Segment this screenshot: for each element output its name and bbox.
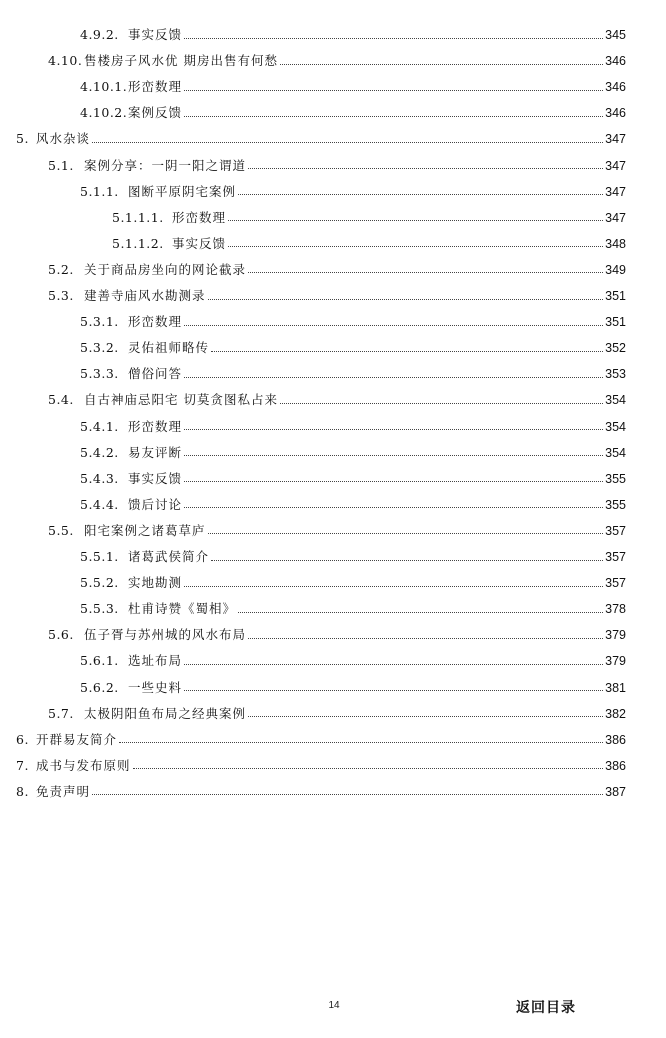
dot-leader bbox=[280, 50, 603, 65]
dot-leader bbox=[184, 572, 603, 587]
toc-entry-title: 建善寺庙风水勘测录 bbox=[84, 288, 206, 303]
dot-leader bbox=[184, 676, 603, 691]
dot-leader bbox=[184, 441, 603, 456]
dot-leader bbox=[133, 754, 604, 769]
dot-leader bbox=[184, 650, 603, 665]
toc-entry-number: 8. bbox=[16, 783, 29, 799]
toc-entry-title: 案例反馈 bbox=[128, 105, 183, 121]
toc-entry[interactable] bbox=[80, 22, 626, 48]
toc-entry[interactable] bbox=[16, 126, 626, 152]
toc-entry-title: 诸葛武侯简介 bbox=[128, 549, 210, 564]
toc-entry[interactable] bbox=[48, 701, 626, 727]
toc-entry-number: 5.4.3. bbox=[80, 470, 119, 486]
toc-entry-title: 易友评断 bbox=[128, 444, 183, 460]
toc-entry-number: 5.5.1. bbox=[80, 549, 119, 564]
toc-entry-page: 347 bbox=[605, 210, 626, 225]
toc-entry-title: 图断平原阴宅案例 bbox=[128, 183, 237, 199]
toc-entry-number: 4.9.2. bbox=[80, 27, 119, 42]
toc-entry[interactable] bbox=[48, 48, 626, 74]
toc-entry-title: 形峦数理 bbox=[128, 418, 183, 434]
toc-entry-number: 5.3.2. bbox=[80, 340, 119, 356]
toc-entry[interactable] bbox=[16, 753, 626, 779]
toc-entry-title: 灵佑祖师略传 bbox=[128, 340, 210, 356]
dot-leader bbox=[184, 363, 603, 378]
toc-entry[interactable] bbox=[80, 74, 626, 100]
toc-entry[interactable] bbox=[112, 205, 626, 231]
toc-entry[interactable] bbox=[112, 231, 626, 257]
toc-entry-page: 357 bbox=[605, 523, 626, 538]
toc-entry-number: 5.6.2. bbox=[80, 679, 119, 695]
toc-entry-page: 347 bbox=[605, 132, 626, 147]
toc-entry-page: 386 bbox=[605, 758, 626, 773]
toc-entry-number: 5.7. bbox=[48, 705, 74, 721]
dot-leader bbox=[208, 285, 604, 300]
toc-entry-title: 形峦数理 bbox=[128, 79, 183, 95]
dot-leader bbox=[92, 780, 603, 795]
dot-leader bbox=[211, 546, 603, 561]
dot-leader bbox=[184, 467, 603, 482]
dot-leader bbox=[184, 415, 603, 430]
toc-entry[interactable] bbox=[48, 387, 626, 413]
toc-entry[interactable] bbox=[48, 518, 626, 544]
toc-entry[interactable] bbox=[80, 675, 626, 701]
toc-entry-title: 阳宅案例之诸葛草庐 bbox=[84, 522, 206, 538]
toc-entry-page: 346 bbox=[605, 80, 626, 95]
toc-entry-number: 5. bbox=[16, 131, 29, 147]
toc-entry[interactable] bbox=[80, 544, 626, 570]
toc-entry-number: 5.4.1. bbox=[80, 418, 119, 434]
toc-entry-number: 5.4.2. bbox=[80, 444, 119, 460]
toc-entry-number: 5.1.1. bbox=[80, 183, 119, 199]
toc-entry-title: 一些史料 bbox=[128, 679, 183, 695]
toc-entry-title: 成书与发布原则 bbox=[36, 757, 131, 773]
toc-entry-number: 7. bbox=[16, 757, 29, 773]
toc-entry-page: 346 bbox=[605, 54, 626, 69]
toc-entry-number: 4.10. bbox=[48, 53, 83, 69]
dot-leader bbox=[184, 76, 603, 91]
toc-entry-number: 5.1. bbox=[48, 157, 74, 173]
dot-leader bbox=[248, 624, 603, 639]
toc-entry[interactable] bbox=[80, 414, 626, 440]
toc-entry-page: 355 bbox=[605, 471, 626, 486]
toc-entry-page: 354 bbox=[605, 419, 626, 434]
dot-leader bbox=[208, 519, 604, 534]
toc-entry-number: 5.1.1.2. bbox=[112, 235, 164, 251]
toc-entry-page: 355 bbox=[605, 497, 626, 512]
toc-entry-title: 事实反馈 bbox=[128, 27, 183, 42]
toc-entry-title: 事实反馈 bbox=[128, 470, 183, 486]
toc-entry-title: 选址布局 bbox=[128, 653, 183, 669]
toc-entry-page: 354 bbox=[605, 445, 626, 460]
toc-entry[interactable] bbox=[48, 257, 626, 283]
toc-entry-number: 5.6.1. bbox=[80, 653, 119, 669]
toc-entry-page: 351 bbox=[605, 289, 626, 303]
toc-entry-number: 4.10.1. bbox=[80, 79, 128, 95]
toc-entry[interactable] bbox=[80, 100, 626, 126]
toc-entry-title: 形峦数理 bbox=[128, 314, 183, 330]
toc-entry-number: 5.4.4. bbox=[80, 496, 119, 512]
toc-entry-title: 免责声明 bbox=[36, 783, 91, 799]
toc-entry-page: 347 bbox=[605, 158, 626, 173]
toc-entry-page: 354 bbox=[605, 393, 626, 408]
toc-entry-number: 5.1.1.1. bbox=[112, 209, 164, 225]
toc-entry[interactable] bbox=[48, 283, 626, 309]
toc-entry-page: 347 bbox=[605, 184, 626, 199]
toc-entry-page: 379 bbox=[605, 628, 626, 643]
page-number: 14 bbox=[328, 1000, 340, 1011]
toc-entry-number: 5.3. bbox=[48, 288, 74, 303]
toc-entry-page: 346 bbox=[605, 106, 626, 121]
toc-entry[interactable] bbox=[80, 596, 626, 622]
dot-leader bbox=[211, 337, 603, 352]
toc-entry[interactable] bbox=[80, 361, 626, 387]
toc-entry-title: 伍子胥与苏州城的风水布局 bbox=[84, 627, 247, 643]
dot-leader bbox=[228, 206, 603, 221]
dot-leader bbox=[184, 493, 603, 508]
toc-entry-page: 349 bbox=[605, 262, 626, 277]
toc-entry-number: 5.5.2. bbox=[80, 575, 119, 591]
toc-entry-title: 事实反馈 bbox=[172, 235, 227, 251]
toc-entry-number: 5.2. bbox=[48, 261, 74, 277]
dot-leader bbox=[184, 24, 603, 39]
dot-leader bbox=[280, 389, 603, 404]
dot-leader bbox=[92, 128, 603, 143]
toc-entry-page: 387 bbox=[605, 784, 626, 799]
dot-leader bbox=[228, 232, 603, 247]
toc-entry-page: 357 bbox=[605, 576, 626, 591]
toc-entry[interactable] bbox=[80, 179, 626, 205]
toc-entry[interactable] bbox=[80, 466, 626, 492]
toc-entry-title: 杜甫诗赞《蜀相》 bbox=[128, 601, 237, 617]
toc-entry-page: 379 bbox=[605, 654, 626, 669]
toc-entry[interactable] bbox=[80, 648, 626, 674]
dot-leader bbox=[238, 180, 603, 195]
toc-entry-title: 馈后讨论 bbox=[128, 496, 183, 512]
toc-entry-title: 形峦数理 bbox=[172, 209, 227, 225]
toc-entry-title: 太极阴阳鱼布局之经典案例 bbox=[84, 705, 247, 721]
toc-entry-page: 345 bbox=[605, 28, 626, 42]
toc-entry[interactable] bbox=[80, 492, 626, 518]
toc-entry-page: 348 bbox=[605, 236, 626, 251]
toc-entry-page: 381 bbox=[605, 680, 626, 695]
toc-entry[interactable] bbox=[80, 335, 626, 361]
toc-entry-title: 售楼房子风水优 期房出售有何愁 bbox=[84, 53, 278, 69]
toc-entry[interactable] bbox=[16, 779, 626, 805]
toc-entry-number: 5.5.3. bbox=[80, 601, 119, 617]
dot-leader bbox=[184, 311, 603, 326]
toc-entry-number: 5.3.3. bbox=[80, 366, 119, 382]
toc-entry[interactable] bbox=[16, 727, 626, 753]
toc-entry-title: 实地勘测 bbox=[128, 575, 183, 591]
toc-entry-title: 僧俗问答 bbox=[128, 366, 183, 382]
dot-leader bbox=[248, 702, 603, 717]
dot-leader bbox=[119, 728, 603, 743]
toc-entry-number: 4.10.2. bbox=[80, 105, 128, 121]
toc-entry[interactable] bbox=[48, 153, 626, 179]
toc-entry-page: 352 bbox=[605, 341, 626, 356]
toc-entry-page: 357 bbox=[605, 550, 626, 564]
toc-entry-title: 关于商品房坐向的网论截录 bbox=[84, 261, 247, 277]
dot-leader bbox=[248, 258, 603, 273]
toc-entry-title: 自古神庙忌阳宅 切莫贪图私占来 bbox=[84, 392, 278, 408]
toc-entry-page: 386 bbox=[605, 732, 626, 747]
toc-entry[interactable] bbox=[48, 622, 626, 648]
toc-entry-title: 开群易友简介 bbox=[36, 731, 118, 747]
dot-leader bbox=[184, 102, 603, 117]
toc-entry-page: 351 bbox=[605, 315, 626, 330]
toc-entry-page: 378 bbox=[605, 602, 626, 617]
toc-entry-number: 5.6. bbox=[48, 627, 74, 643]
toc-entry-title: 风水杂谈 bbox=[36, 131, 91, 147]
toc-entry-number: 5.3.1. bbox=[80, 314, 119, 330]
toc-entry[interactable] bbox=[80, 570, 626, 596]
dot-leader bbox=[238, 598, 603, 613]
dot-leader bbox=[248, 154, 603, 169]
toc-entry-number: 5.4. bbox=[48, 392, 74, 408]
toc-entry[interactable] bbox=[80, 440, 626, 466]
back-to-contents-link[interactable]: 返回目录 bbox=[516, 1000, 576, 1016]
toc-entry-title: 案例分享：一阴一阳之谓道 bbox=[84, 157, 247, 173]
toc-entry-number: 6. bbox=[16, 731, 29, 747]
toc-entry-page: 382 bbox=[605, 706, 626, 721]
toc-entry-page: 353 bbox=[605, 367, 626, 382]
toc-entry[interactable] bbox=[80, 309, 626, 335]
toc-entry-number: 5.5. bbox=[48, 522, 74, 538]
